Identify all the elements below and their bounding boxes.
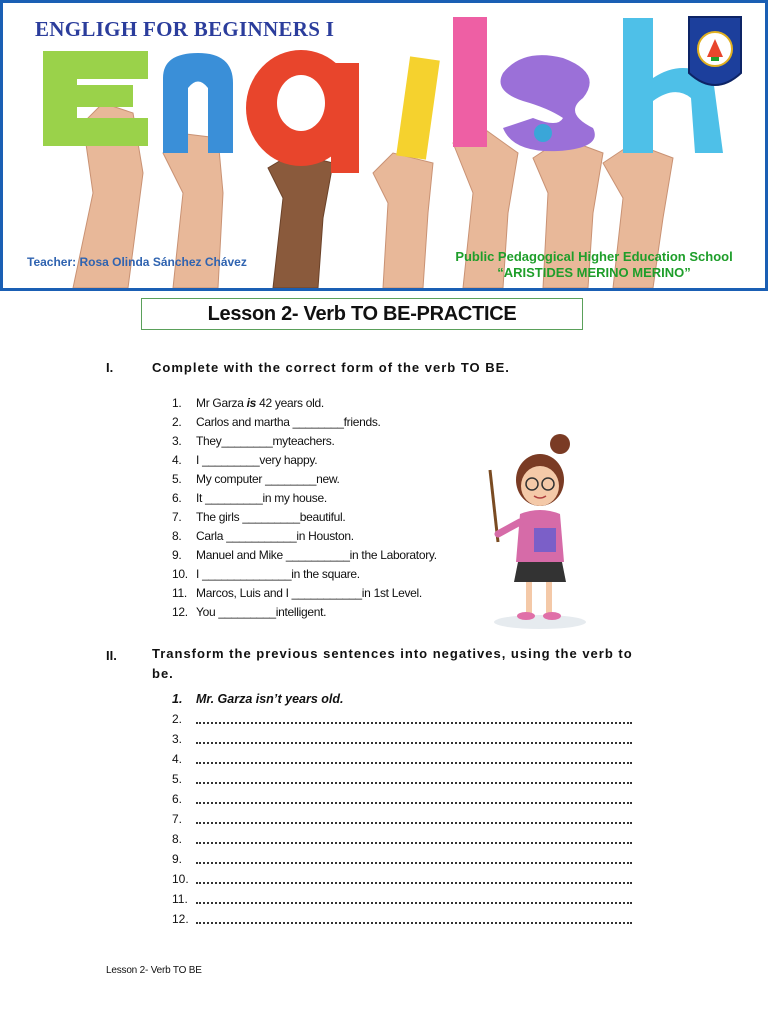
list-item: 7. The girls _________beautiful. <box>172 510 346 524</box>
list-item: 11. Marcos, Luis and I ___________in 1st Level. <box>172 586 422 600</box>
answer-line[interactable] <box>196 770 632 784</box>
list-item: 9. Manuel and Mike __________in the Laboratory. <box>172 548 437 562</box>
section-2-list <box>172 686 632 926</box>
list-item: 3. They________myteachers. <box>172 434 335 448</box>
list-item: 6. It _________in my house. <box>172 491 327 505</box>
answer-line[interactable] <box>196 850 632 864</box>
school-line-2: “ARISTIDES MERINO MERINO” <box>497 265 691 280</box>
list-item: 12. <box>172 906 632 926</box>
english-letters-illustration <box>3 3 765 288</box>
list-item: 9. <box>172 846 632 866</box>
answer-line[interactable] <box>196 890 632 904</box>
list-item: 3. <box>172 726 632 746</box>
section-1-number: I. <box>106 360 114 375</box>
header-banner <box>0 0 768 291</box>
list-item: 1. Mr. Garza isn’t years old. <box>172 692 344 706</box>
list-item: 5. My computer ________new. <box>172 472 340 486</box>
list-item: 1. Mr Garza is 42 years old. <box>172 396 324 410</box>
teacher-cartoon-illustration <box>482 432 592 632</box>
answer-line[interactable] <box>196 830 632 844</box>
section-1-list <box>172 396 472 624</box>
section-2-number: II. <box>106 648 117 663</box>
answer-line[interactable] <box>196 730 632 744</box>
list-item: 8. <box>172 826 632 846</box>
list-item: 10. <box>172 866 632 886</box>
answer-line[interactable] <box>196 790 632 804</box>
answer-line[interactable] <box>196 810 632 824</box>
list-item: 11. <box>172 886 632 906</box>
list-item: 2. Carlos and martha ________friends. <box>172 415 381 429</box>
answer-line[interactable] <box>196 710 632 724</box>
lesson-title-box <box>141 298 583 330</box>
page-footer: Lesson 2- Verb TO BE <box>106 965 202 976</box>
list-item: 2. <box>172 706 632 726</box>
list-item: 5. <box>172 766 632 786</box>
school-line-1: Public Pedagogical Higher Education School <box>455 249 733 264</box>
list-item: 10. I ______________in the square. <box>172 567 360 581</box>
list-item: 8. Carla ___________in Houston. <box>172 529 354 543</box>
list-item: 4. <box>172 746 632 766</box>
first-answer: Mr. Garza isn’t years old. <box>196 692 344 706</box>
lesson-title: Lesson 2- Verb TO BE-PRACTICE <box>207 302 517 325</box>
answer-line[interactable] <box>196 870 632 884</box>
section-2-instruction-line-2: be. <box>152 666 174 681</box>
answer-line[interactable] <box>196 750 632 764</box>
course-title: ENGLIGH FOR BEGINNERS I <box>35 17 335 41</box>
section-2-instruction-line-1: Transform the previous sentences into negatives, using the verb to <box>152 646 633 661</box>
list-item: 7. <box>172 806 632 826</box>
school-shield-logo <box>685 13 745 97</box>
school-name <box>439 249 749 281</box>
answer-line[interactable] <box>196 910 632 924</box>
list-item: 12. You _________intelligent. <box>172 605 327 619</box>
section-1-instruction: Complete with the correct form of the verb TO BE. <box>152 360 510 375</box>
teacher-name: Teacher: Rosa Olinda Sánchez Chávez <box>27 255 247 269</box>
list-item: 4. I _________very happy. <box>172 453 318 467</box>
list-item: 6. <box>172 786 632 806</box>
